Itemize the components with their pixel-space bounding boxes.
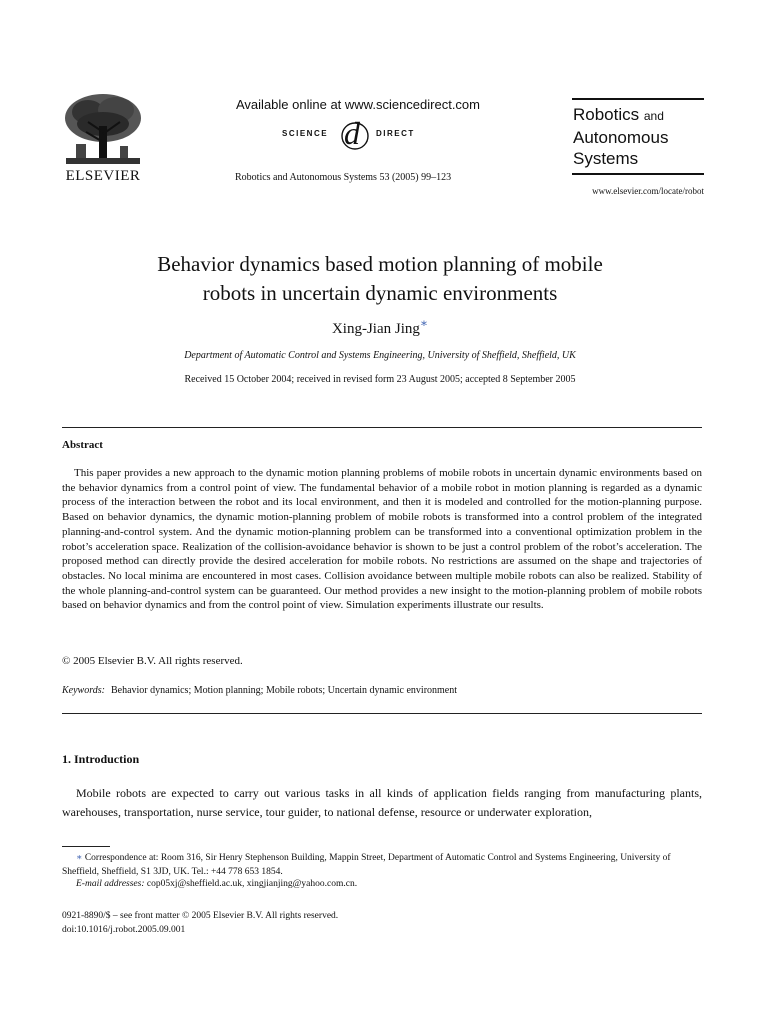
sd-right-text: DIRECT xyxy=(376,129,415,138)
available-online-text[interactable]: Available online at www.sciencedirect.com xyxy=(236,97,480,112)
abstract-copyright: © 2005 Elsevier B.V. All rights reserved. xyxy=(62,655,243,667)
paper-title xyxy=(60,250,700,308)
abstract-bottom-rule xyxy=(62,713,702,714)
sd-left-text: SCIENCE xyxy=(282,129,329,138)
received-dates: Received 15 October 2004; received in revised form 23 August 2005; accepted 8 September 2005 xyxy=(184,374,576,385)
keywords-label: Keywords: xyxy=(62,685,105,696)
journal-name-1: Robotics xyxy=(573,105,640,124)
title-line-1: Behavior dynamics based motion planning of mobile xyxy=(157,252,603,276)
footnote-rule xyxy=(62,846,110,847)
issn-line: 0921-8890/$ – see front matter © 2005 Elsevier B.V. All rights reserved. xyxy=(62,911,339,921)
abstract-heading: Abstract xyxy=(62,439,103,451)
abstract-top-rule xyxy=(62,427,702,428)
footnote-text: Correspondence at: Room 316, Sir Henry Stephenson Building, Mappin Street, Department of Automatic Control and Systems Engineering, University of Sheffield, Sheffield, S1 3JD, UK. Tel.: +44 778 653 1854. xyxy=(62,853,671,877)
email-label: E-mail addresses: xyxy=(76,879,145,889)
journal-rule-top xyxy=(572,98,704,100)
publisher-name: ELSEVIER xyxy=(65,168,141,184)
journal-name-2: Autonomous xyxy=(573,128,669,147)
sd-at-symbol: d xyxy=(344,115,360,151)
journal-url[interactable]: www.elsevier.com/locate/robot xyxy=(592,186,704,196)
doi-line[interactable]: doi:10.1016/j.robot.2005.09.001 xyxy=(62,925,186,935)
keywords-list: Behavior dynamics; Motion planning; Mobile robots; Uncertain dynamic environment xyxy=(110,685,458,696)
sd-circle-icon xyxy=(340,121,370,151)
journal-name-and: and xyxy=(643,109,664,123)
introduction-text: Mobile robots are expected to carry out various tasks in all kinds of application fields ranging from manufacturing plants, warehouses, transportation, nurse service, tour guider, to national defense, resource or underwater exploration, xyxy=(62,786,702,819)
footnote-mark: ∗ xyxy=(76,853,83,863)
title-line-2: robots in uncertain dynamic environments xyxy=(202,281,558,305)
email-addresses[interactable]: cop05xj@sheffield.ac.uk, xingjianjing@yahoo.com.cn. xyxy=(146,879,358,889)
section-heading-introduction: 1. Introduction xyxy=(62,752,140,766)
author xyxy=(60,316,700,338)
journal-name xyxy=(573,104,713,169)
email-line xyxy=(76,879,357,889)
journal-reference: Robotics and Autonomous Systems 53 (2005) 99–123 xyxy=(235,172,452,183)
author-name: Xing-Jian Jing xyxy=(331,321,420,337)
journal-rule-bottom xyxy=(572,173,704,175)
journal-name-3: Systems xyxy=(573,149,639,168)
footnote xyxy=(62,851,702,879)
author-footnote-mark[interactable]: ∗ xyxy=(419,316,429,330)
abstract-text: This paper provides a new approach to the dynamic motion planning problems of mobile robots in uncertain dynamic environments based on the behavior dynamics from a control point of view. The fundamental behavior of a mobile robot in motion planning is regarded as a dynamic process of the interaction between the robot and its local environment, and then it is modeled and controlled for the motion-planning purpose. Based on behavior dynamics, the dynamic motion-planning problem of mobile robots is transformed into a control problem of the integrated planning-and-control system. And the dynamic motion-planning problem can be transformed into a conventional optimization problem in the robot’s acceleration space. Realization of the collision-avoidance behavior is shown to be just a control problem of the robot’s acceleration. The proposed method can directly provide the desired acceleration for mobile robots. No restrictions are assumed on the shape and trajectories of obstacles. No local minima are encountered in most cases. Collision avoidance between multiple mobile robots can also be realized. Stability of the whole planning-and-control system can be guaranteed. Our method provides a new insight to the motion-planning problem of mobile robots based on behavior dynamics and from the control point of view. Simulation experiments illustrate our results. xyxy=(62,467,702,612)
affiliation: Department of Automatic Control and Systems Engineering, University of Sheffield, Sheffield, UK xyxy=(184,350,576,361)
keywords xyxy=(62,685,457,696)
front-matter-info xyxy=(62,909,338,937)
sciencedirect-logo xyxy=(282,115,442,151)
